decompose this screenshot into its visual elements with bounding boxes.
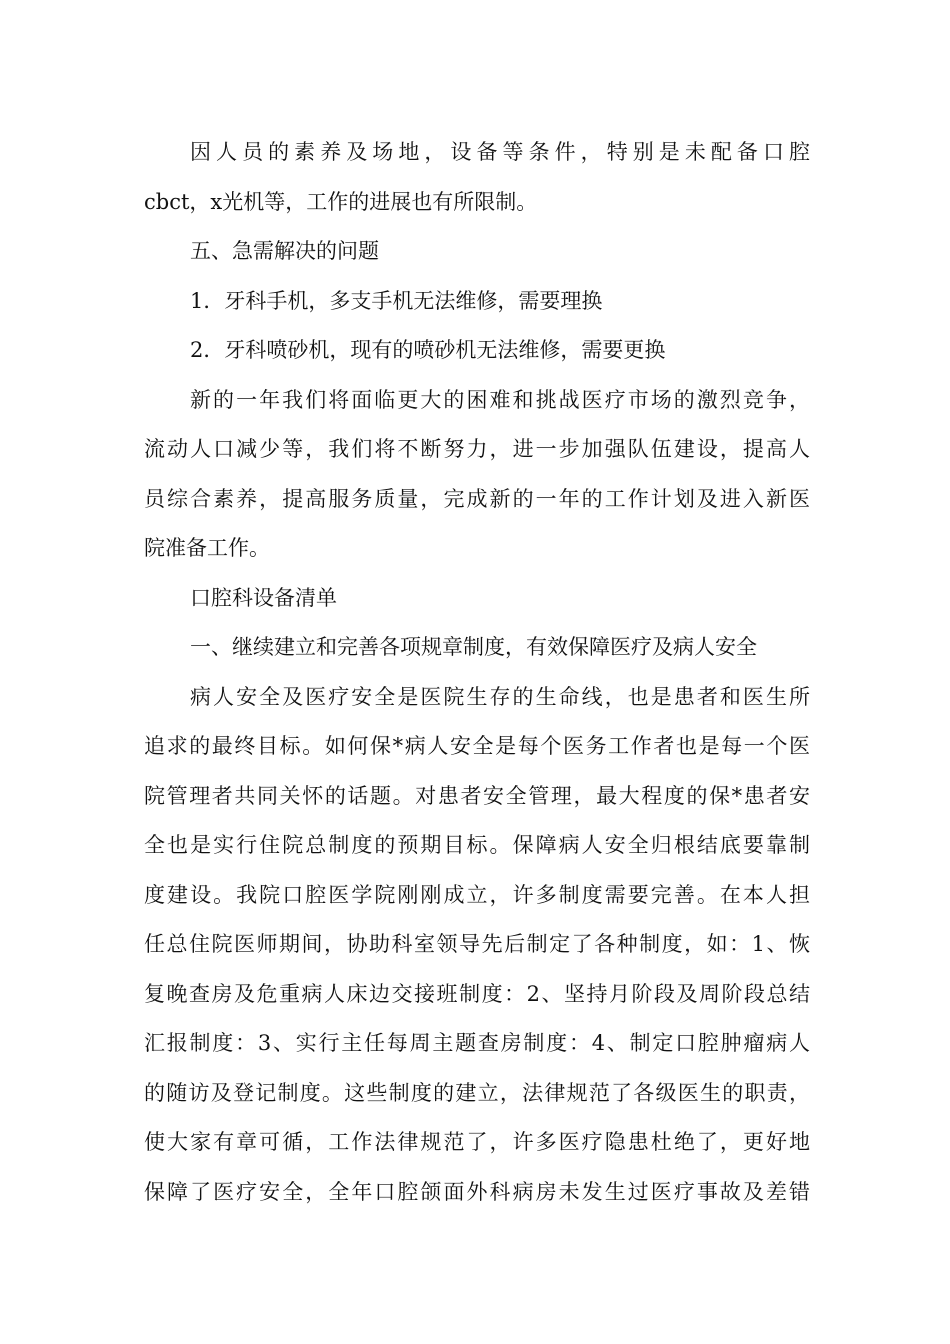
document-body: [144, 128, 810, 1217]
paragraph-line: 的随访及登记制度。这些制度的建立，法律规范了各级医生的职责，: [144, 1080, 810, 1105]
paragraph-line: 追求的最终目标。如何保*病人安全是每个医务工作者也是每一个医: [144, 734, 810, 758]
paragraph-line: 新的一年我们将面临更大的困难和挑战医疗市场的激烈竞争，: [190, 387, 810, 412]
paragraph-line: 度建设。我院口腔医学院刚刚成立，许多制度需要完善。在本人担: [144, 882, 810, 907]
paragraph-line: 任总住院医师期间，协助科室领导先后制定了各种制度，如：1、恢: [144, 932, 810, 956]
list-item: 1．牙科手机，多支手机无法维修，需要理换: [190, 288, 603, 313]
paragraph-line: 全也是实行住院总制度的预期目标。保障病人安全归根结底要靠制: [144, 833, 810, 857]
paragraph-line: 流动人口减少等，我们将不断努力，进一步加强队伍建设，提高人: [144, 437, 810, 461]
paragraph-line: 病人安全及医疗安全是医院生存的生命线，也是患者和医生所: [190, 684, 810, 709]
paragraph-line: 使大家有章可循，工作法律规范了，许多医疗隐患杜绝了，更好地: [144, 1130, 810, 1154]
paragraph-line: cbct，x光机等，工作的进展也有所限制。: [144, 189, 538, 214]
paragraph-line: 因人员的素养及场地，设备等条件，特别是未配备口腔: [190, 140, 810, 164]
paragraph-line: 院准备工作。: [144, 536, 270, 560]
section-heading: 一、继续建立和完善各项规章制度，有效保障医疗及病人安全: [190, 635, 757, 659]
paragraph-line: 保障了医疗安全，全年口腔颌面外科病房未发生过医疗事故及差错: [144, 1179, 810, 1204]
paragraph-line: 汇报制度：3、实行主任每周主题查房制度：4、制定口腔肿瘤病人: [144, 1031, 810, 1055]
section-heading: 五、急需解决的问题: [190, 239, 379, 263]
paragraph-line: 员综合素养，提高服务质量，完成新的一年的工作计划及进入新医: [144, 486, 810, 511]
section-heading: 口腔科设备清单: [190, 585, 337, 610]
paragraph-line: 院管理者共同关怀的话题。对患者安全管理，最大程度的保*患者安: [144, 783, 810, 808]
paragraph-line: 复晚查房及危重病人床边交接班制度：2、坚持月阶段及周阶段总结: [144, 981, 810, 1006]
list-item: 2．牙科喷砂机，现有的喷砂机无法维修，需要更换: [190, 338, 666, 362]
